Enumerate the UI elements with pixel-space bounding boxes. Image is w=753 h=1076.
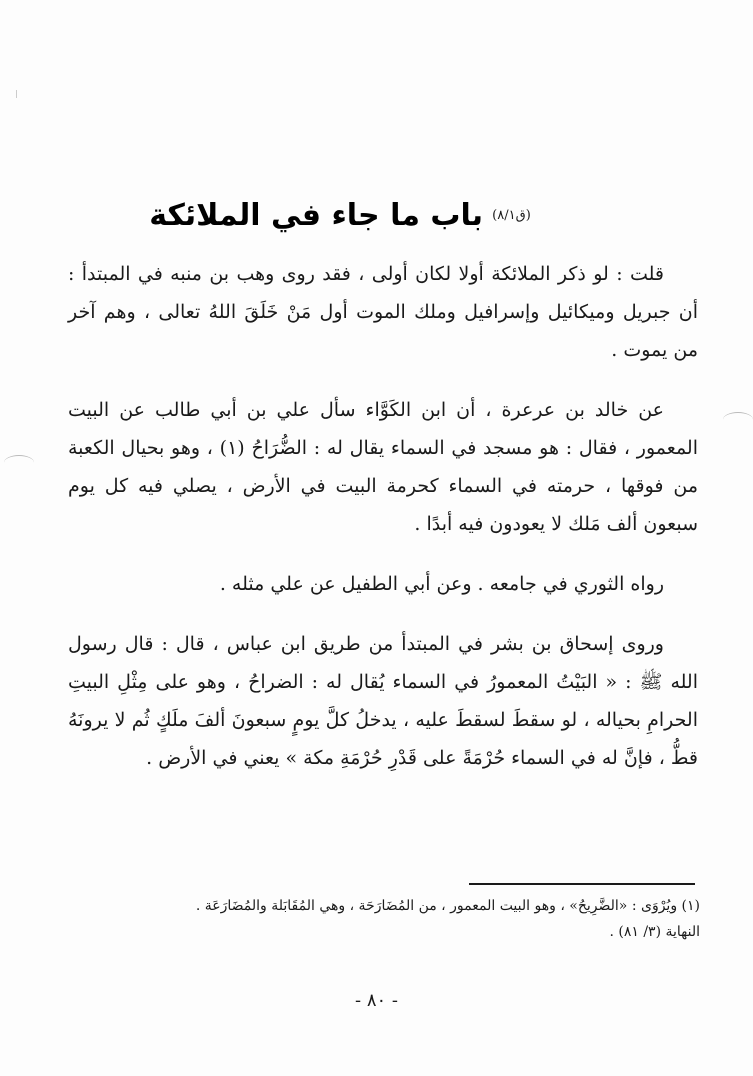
body-text xyxy=(68,255,698,799)
chapter-heading xyxy=(130,198,550,233)
paragraph-4: وروى إسحاق بن بشر في المبتدأ من طريق ابن عباس ، قال : قال رسول الله ﷺ : « البَيْتُ المعمورُ في السماء يُقال له : الضراحُ ، وهو على مِثْلِ البيتِ الحرامِ بحياله ، لو سقطَ لسقطَ عليه ، يدخلُ كلَّ يومٍ سبعونَ ألفَ ملَكٍ ثُم لا يرونَهُ قطُّ ، فإنَّ له في السماء حُرْمَةً على قَدْرِ حُرْمَةِ مكة » يعني في الأرض . xyxy=(68,633,698,769)
paragraph-3: رواه الثوري في جامعه . وعن أبي الطفيل عن علي مثله . xyxy=(219,573,664,595)
margin-mark-right xyxy=(723,412,753,427)
chapter-title: باب ما جاء في الملائكة xyxy=(149,198,484,233)
paragraph-2: عن خالد بن عرعرة ، أن ابن الكَوَّاء سأل علي بن أبي طالب عن البيت المعمور ، فقال : هو مسجد في السماء يقال له : الضُّرَاحُ (١) ، وهو بحيال الكعبة من فوقها ، حرمته في السماء كحرمة البيت في الأرض ، يصلي فيه كل يوم سبعون ألف مَلك لا يعودون فيه أبدًا . xyxy=(68,399,698,535)
margin-speck xyxy=(16,90,17,98)
footnote-line-2: النهاية (٣/ ٨١) . xyxy=(609,924,700,940)
footnote-line-1: (١) ويُرْوَى : «الضَّرِيحُ» ، وهو البيت المعمور ، من المُضَارَحَة ، وهي المُقَابَلة والمُضَارَعَة . xyxy=(195,898,700,914)
page-number: - ٨٠ - xyxy=(355,990,398,1011)
manuscript-folio-ref: (ق٨/١) xyxy=(492,207,531,223)
margin-mark-left xyxy=(4,455,34,470)
footnote-separator xyxy=(469,883,695,885)
footnote xyxy=(70,893,700,945)
paragraph-1: قلت : لو ذكر الملائكة أولا لكان أولى ، فقد روى وهب بن منبه في المبتدأ : أن جبريل وميكائيل وإسرافيل وملك الموت أول مَنْ خَلَقَ اللهُ تعالى ، وهم آخر من يموت . xyxy=(68,263,698,361)
